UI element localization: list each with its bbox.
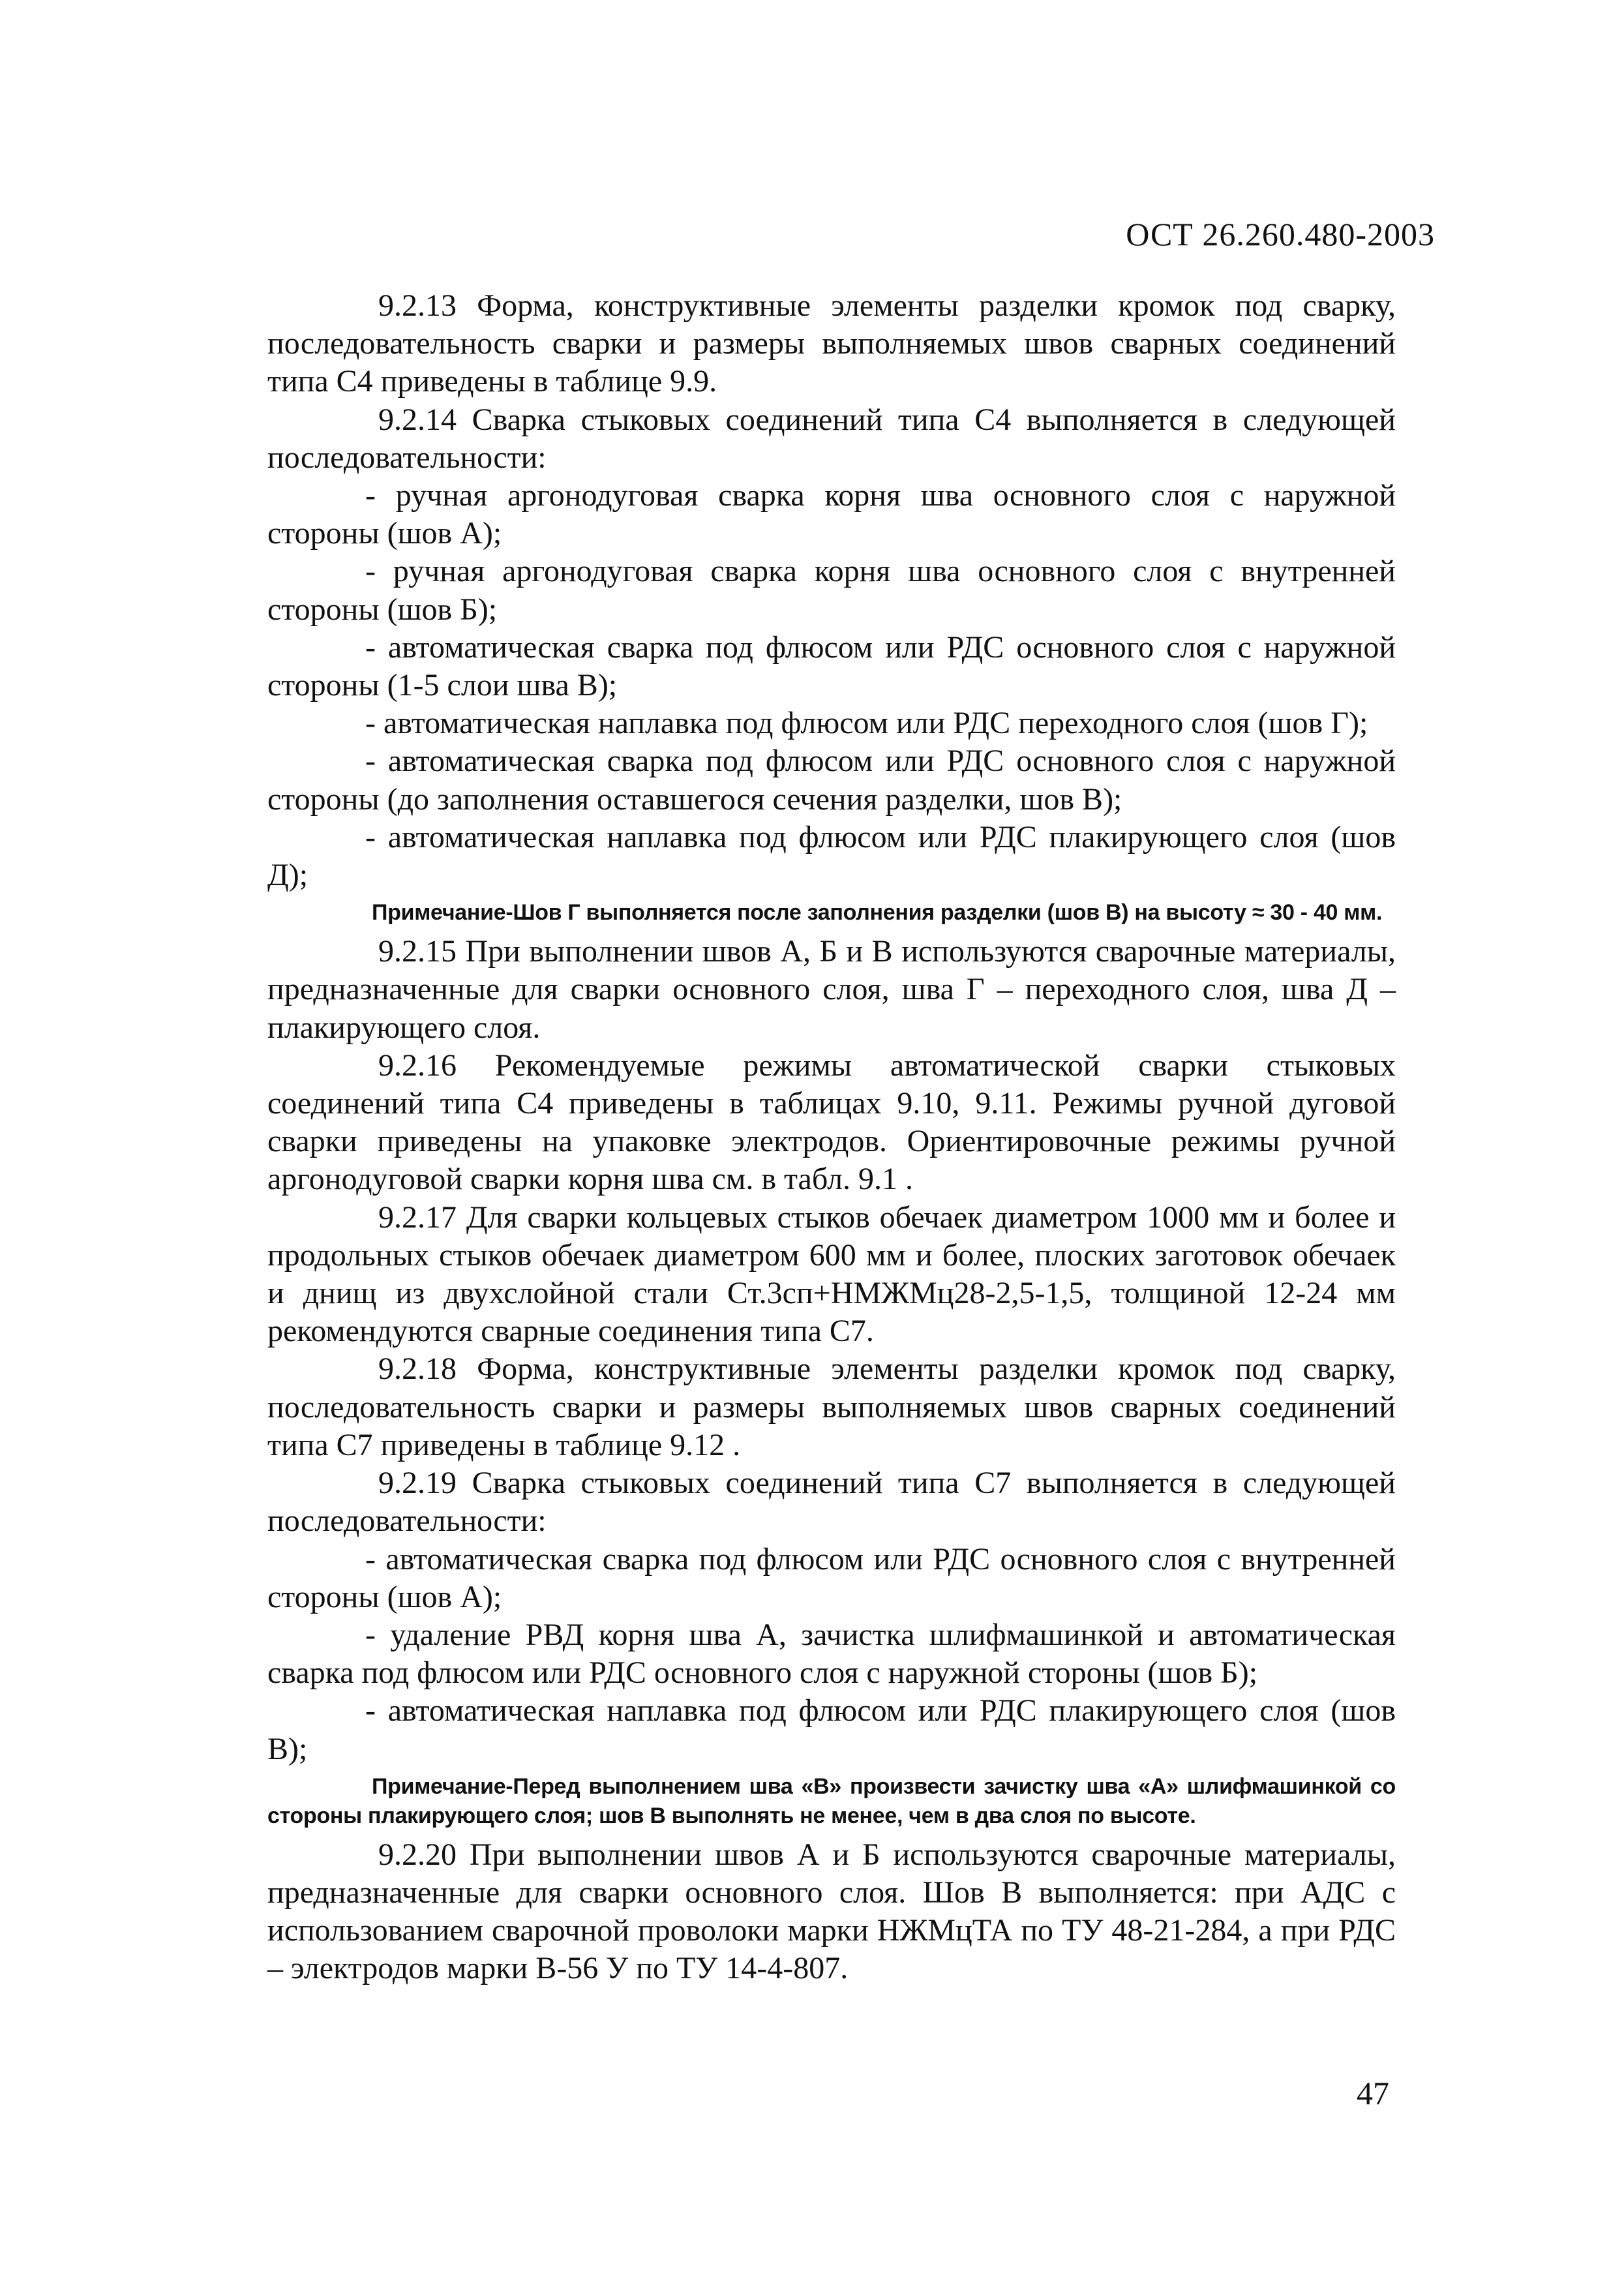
list-item: - автоматическая наплавка под флюсом или РДС плакирующего слоя (шов В); [267, 1693, 1396, 1766]
note-2: Примечание-Перед выполнением шва «В» произвести зачистку шва «А» шлифмашинкой со стороны плакирующего слоя; шов В выполнять не менее, чем в два слоя по высоте. [267, 1773, 1396, 1828]
paragraph-9-2-19: 9.2.19 Сварка стыковых соединений типа С7 выполняется в следующей последовательности: [267, 1466, 1396, 1539]
list-item: - ручная аргонодуговая сварка корня шва основного слоя с наружной стороны (шов А); [267, 478, 1396, 551]
paragraph-9-2-18: 9.2.18 Форма, конструктивные элементы разделки кромок под сварку, последовательность сварки и размеры выполняемых швов сварных соединений типа С7 приведены в таблице 9.12 . [267, 1351, 1396, 1462]
note-1: Примечание-Шов Г выполняется после заполнения разделки (шов В) на высоту ≈ 30 - 40 мм. [372, 900, 1383, 926]
paragraph-9-2-15: 9.2.15 При выполнении швов А, Б и В используются сварочные материалы, предназначенные для сварки основного слоя, шва Г – переходного слоя, шва Д – плакирующего слоя. [267, 934, 1396, 1045]
list-item: - ручная аргонодуговая сварка корня шва основного слоя с внутренней стороны (шов Б); [267, 554, 1396, 627]
page-number: 47 [1357, 2075, 1389, 2111]
body-text [267, 287, 1396, 1988]
list-item: - автоматическая наплавка под флюсом или РДС плакирующего слоя (шов Д); [267, 819, 1396, 893]
paragraph-9-2-14: 9.2.14 Сварка стыковых соединений типа С4 выполняется в следующей последовательности: [267, 402, 1396, 475]
list-item: - автоматическая наплавка под флюсом или РДС переходного слоя (шов Г); [365, 706, 1368, 741]
paragraph-9-2-17: 9.2.17 Для сварки кольцевых стыков обечаек диаметром 1000 мм и более и продольных стыков обечаек диаметром 600 мм и более, плоских заготовок обечаек и днищ из двухслойной стали Ст.3сп+НМЖМц28-2,5-1,5, толщиной 12-24 мм рекомендуются сварные соединения типа С7. [267, 1199, 1396, 1349]
list-item: - удаление РВД корня шва А, зачистка шлифмашинкой и автоматическая сварка под флюсом или РДС основного слоя с наружной стороны (шов Б); [267, 1617, 1396, 1691]
list-item: - автоматическая сварка под флюсом или РДС основного слоя с наружной стороны (до заполнения оставшегося сечения разделки, шов В); [267, 744, 1396, 817]
paragraph-9-2-13: 9.2.13 Форма, конструктивные элементы разделки кромок под сварку, последовательность сварки и размеры выполняемых швов сварных соединений типа С4 приведены в таблице 9.9. [267, 288, 1396, 399]
paragraph-9-2-20: 9.2.20 При выполнении швов А и Б используются сварочные материалы, предназначенные для сварки основного слоя. Шов В выполняется: при АДС с использованием сварочной проволоки марки НЖМцТА по ТУ 48-21-284, а при РДС – электродов марки В-56 У по ТУ 14-4-807. [267, 1837, 1396, 1986]
document-code: ОСТ 26.260.480-2003 [1126, 216, 1435, 252]
list-item: - автоматическая сварка под флюсом или РДС основного слоя с наружной стороны (1-5 слои шва В); [267, 629, 1396, 703]
paragraph-9-2-16: 9.2.16 Рекомендуемые режимы автоматической сварки стыковых соединений типа С4 приведены в таблицах 9.10, 9.11. Режимы ручной дуговой сварки приведены на упаковке электродов. Ориентировочные режимы ручной аргонодуговой сварки корня шва см. в табл. 9.1 . [267, 1048, 1396, 1197]
list-item: - автоматическая сварка под флюсом или РДС основного слоя с внутренней стороны (шов А); [267, 1541, 1396, 1614]
